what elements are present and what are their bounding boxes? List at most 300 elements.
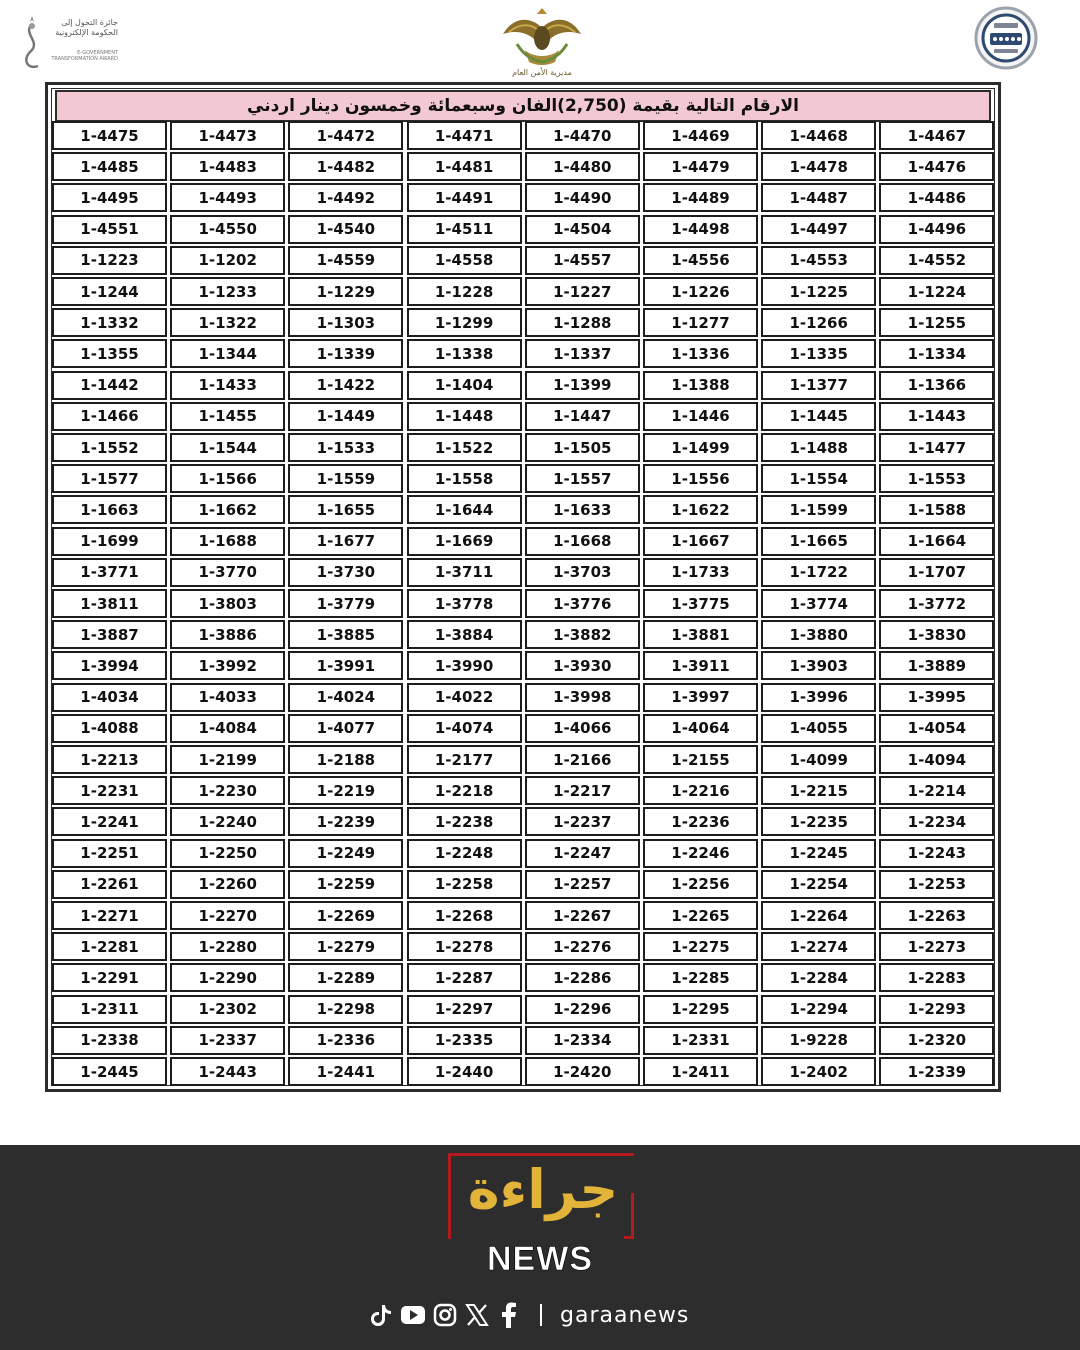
- plate-number-cell: 1-2263: [879, 901, 994, 930]
- plate-number-cell: 1-4496: [879, 215, 994, 244]
- plate-number-cell: 1-2441: [288, 1057, 403, 1086]
- plate-number-cell: 1-2440: [407, 1057, 522, 1086]
- plate-number-cell: 1-3887: [52, 620, 167, 649]
- plate-number-cell: 1-1404: [407, 371, 522, 400]
- plate-number-cell: 1-1448: [407, 402, 522, 431]
- plate-number-cell: 1-4495: [52, 183, 167, 212]
- plate-number-cell: 1-1558: [407, 464, 522, 493]
- plate-number-cell: 1-4077: [288, 714, 403, 743]
- plate-number-cell: 1-1202: [170, 246, 285, 275]
- plate-number-cell: 1-4491: [407, 183, 522, 212]
- plate-number-cell: 1-2177: [407, 745, 522, 774]
- plate-number-cell: 1-4099: [761, 745, 876, 774]
- plate-number-cell: 1-3903: [761, 651, 876, 680]
- plate-number-cell: 1-2269: [288, 901, 403, 930]
- plate-number-cell: 1-2219: [288, 776, 403, 805]
- plate-number-cell: 1-2239: [288, 807, 403, 836]
- plate-number-cell: 1-3998: [525, 683, 640, 712]
- plate-number-cell: 1-2237: [525, 807, 640, 836]
- plate-number-cell: 1-2265: [643, 901, 758, 930]
- plate-number-cell: 1-3889: [879, 651, 994, 680]
- plate-number-cell: 1-1665: [761, 527, 876, 556]
- plate-number-cell: 1-2335: [407, 1026, 522, 1055]
- plate-number-cell: 1-3991: [288, 651, 403, 680]
- plate-number-cell: 1-2291: [52, 963, 167, 992]
- plate-number-cell: 1-1388: [643, 371, 758, 400]
- plate-number-cell: 1-2260: [170, 870, 285, 899]
- plate-number-cell: 1-2337: [170, 1026, 285, 1055]
- plate-number-cell: 1-3994: [52, 651, 167, 680]
- plate-number-cell: 1-4472: [288, 121, 403, 150]
- plate-number-cell: 1-4088: [52, 714, 167, 743]
- plate-number-cell: 1-1554: [761, 464, 876, 493]
- plate-number-cell: 1-1662: [170, 495, 285, 524]
- plate-number-cell: 1-1377: [761, 371, 876, 400]
- plate-number-cell: 1-1553: [879, 464, 994, 493]
- plate-number-cell: 1-2230: [170, 776, 285, 805]
- plate-number-cell: 1-2247: [525, 839, 640, 868]
- plate-number-cell: 1-4552: [879, 246, 994, 275]
- plate-number-cell: 1-1229: [288, 277, 403, 306]
- table-row: [50, 776, 994, 807]
- plate-number-cell: 1-4471: [407, 121, 522, 150]
- table-row: [50, 995, 994, 1026]
- table-row: [50, 839, 994, 870]
- plate-number-cell: 1-4479: [643, 152, 758, 181]
- plate-number-cell: 1-4498: [643, 215, 758, 244]
- plate-number-cell: 1-2188: [288, 745, 403, 774]
- plate-number-cell: 1-2339: [879, 1057, 994, 1086]
- plate-number-cell: 1-1552: [52, 433, 167, 462]
- table-row: [50, 558, 994, 589]
- table-row: [50, 589, 994, 620]
- plate-number-cell: 1-4470: [525, 121, 640, 150]
- plate-number-cell: 1-1663: [52, 495, 167, 524]
- plate-number-cell: 1-1667: [643, 527, 758, 556]
- plate-number-cell: 1-3885: [288, 620, 403, 649]
- plate-number-cell: 1-3886: [170, 620, 285, 649]
- plate-number-cell: 1-3770: [170, 558, 285, 587]
- plate-number-cell: 1-2236: [643, 807, 758, 836]
- plate-number-cell: 1-2253: [879, 870, 994, 899]
- plate-number-cell: 1-2284: [761, 963, 876, 992]
- plate-number-cell: 1-2275: [643, 932, 758, 961]
- plate-number-cell: 1-4556: [643, 246, 758, 275]
- e-government-award-logo: [20, 6, 120, 72]
- plate-number-cell: 1-2254: [761, 870, 876, 899]
- plate-number-cell: 1-1322: [170, 308, 285, 337]
- plate-number-cell: 1-2297: [407, 995, 522, 1024]
- plate-number-cell: 1-3997: [643, 683, 758, 712]
- plate-number-cell: 1-1228: [407, 277, 522, 306]
- plate-number-cell: 1-2293: [879, 995, 994, 1024]
- plate-number-cell: 1-1488: [761, 433, 876, 462]
- plate-number-cell: 1-4024: [288, 683, 403, 712]
- plate-number-cell: 1-2240: [170, 807, 285, 836]
- plate-number-cell: 1-3771: [52, 558, 167, 587]
- plate-number-cell: 1-4094: [879, 745, 994, 774]
- table-row: [50, 651, 994, 682]
- plate-number-cell: 1-1442: [52, 371, 167, 400]
- plate-number-cell: 1-2402: [761, 1057, 876, 1086]
- plate-number-cell: 1-1466: [52, 402, 167, 431]
- plate-number-cell: 1-4492: [288, 183, 403, 212]
- plate-number-cell: 1-1266: [761, 308, 876, 337]
- plate-number-cell: 1-1668: [525, 527, 640, 556]
- plate-number-cell: 1-2320: [879, 1026, 994, 1055]
- table-row: [50, 339, 994, 370]
- plate-number-cell: 1-1355: [52, 339, 167, 368]
- plate-number-cell: 1-4476: [879, 152, 994, 181]
- plate-number-cell: 1-1227: [525, 277, 640, 306]
- plate-number-cell: 1-2295: [643, 995, 758, 1024]
- plate-number-cell: 1-3881: [643, 620, 758, 649]
- plate-number-cell: 1-2231: [52, 776, 167, 805]
- plate-number-cell: 1-2241: [52, 807, 167, 836]
- facebook-icon[interactable]: [496, 1302, 522, 1328]
- plate-number-cell: 1-1644: [407, 495, 522, 524]
- table-row: [50, 683, 994, 714]
- table-row: [50, 402, 994, 433]
- plate-number-cell: 1-9228: [761, 1026, 876, 1055]
- plate-number-cell: 1-1733: [643, 558, 758, 587]
- plate-number-cell: 1-1303: [288, 308, 403, 337]
- plate-number-cell: 1-2258: [407, 870, 522, 899]
- plate-number-cell: 1-3775: [643, 589, 758, 618]
- table-row: [50, 371, 994, 402]
- plate-number-cell: 1-3995: [879, 683, 994, 712]
- table-row: [50, 152, 994, 183]
- plate-number-cell: 1-2336: [288, 1026, 403, 1055]
- plate-number-cell: 1-4559: [288, 246, 403, 275]
- plate-number-cell: 1-3778: [407, 589, 522, 618]
- brand-arabic-name: جراءة: [467, 1158, 619, 1221]
- plate-number-cell: 1-3776: [525, 589, 640, 618]
- plate-number-cell: 1-1443: [879, 402, 994, 431]
- plate-number-cell: 1-4475: [52, 121, 167, 150]
- plate-number-cell: 1-2420: [525, 1057, 640, 1086]
- plate-number-cell: 1-1224: [879, 277, 994, 306]
- plate-number-cell: 1-1335: [761, 339, 876, 368]
- plate-number-cell: 1-2199: [170, 745, 285, 774]
- plate-number-cell: 1-1544: [170, 433, 285, 462]
- plate-number-cell: 1-1577: [52, 464, 167, 493]
- plate-number-cell: 1-2155: [643, 745, 758, 774]
- plate-number-cell: 1-1225: [761, 277, 876, 306]
- plate-number-cell: 1-2331: [643, 1026, 758, 1055]
- table-row: [50, 527, 994, 558]
- table-title-bar: [55, 90, 991, 122]
- plate-number-cell: 1-1499: [643, 433, 758, 462]
- table-row: [50, 464, 994, 495]
- table-title: الارقام التالية بقيمة (2,750)الفان وسبعمائة وخمسون دينار اردني: [247, 96, 799, 116]
- plate-number-cell: 1-4487: [761, 183, 876, 212]
- plate-number-cell: 1-1699: [52, 527, 167, 556]
- plate-number-cell: 1-4493: [170, 183, 285, 212]
- plate-number-cell: 1-4553: [761, 246, 876, 275]
- plate-number-cell: 1-1533: [288, 433, 403, 462]
- plate-number-cell: 1-3830: [879, 620, 994, 649]
- plate-number-cell: 1-1722: [761, 558, 876, 587]
- plate-number-cell: 1-2298: [288, 995, 403, 1024]
- plate-number-cell: 1-4551: [52, 215, 167, 244]
- plate-number-cell: 1-1334: [879, 339, 994, 368]
- plate-number-cell: 1-1664: [879, 527, 994, 556]
- plate-number-cell: 1-4540: [288, 215, 403, 244]
- table-row: [50, 1026, 994, 1057]
- plate-number-cell: 1-3992: [170, 651, 285, 680]
- plate-number-cell: 1-4511: [407, 215, 522, 244]
- instagram-icon[interactable]: [432, 1302, 458, 1328]
- plate-number-cell: 1-3803: [170, 589, 285, 618]
- plate-number-cell: 1-4473: [170, 121, 285, 150]
- plate-number-cell: 1-2235: [761, 807, 876, 836]
- plate-number-cell: 1-1633: [525, 495, 640, 524]
- public-security-emblem: [495, 4, 589, 80]
- plate-number-cell: 1-1433: [170, 371, 285, 400]
- table-row: [50, 963, 994, 994]
- table-row: [50, 121, 994, 152]
- award-logo-subtext: E-GOVERNMENT TRANSFORMATION AWARD: [51, 50, 118, 62]
- garaa-news-logo: [448, 1153, 634, 1251]
- ribbon-icon: [20, 14, 44, 72]
- plate-number-cell: 1-3882: [525, 620, 640, 649]
- plate-number-cell: 1-1477: [879, 433, 994, 462]
- plate-number-cell: 1-3811: [52, 589, 167, 618]
- plate-number-cell: 1-4478: [761, 152, 876, 181]
- plate-number-cell: 1-4084: [170, 714, 285, 743]
- plate-number-cell: 1-3779: [288, 589, 403, 618]
- plate-number-cell: 1-4483: [170, 152, 285, 181]
- plate-number-cell: 1-2261: [52, 870, 167, 899]
- plate-number-cell: 1-4468: [761, 121, 876, 150]
- plate-number-cell: 1-2302: [170, 995, 285, 1024]
- social-links: [368, 1300, 689, 1330]
- plate-number-cell: 1-2294: [761, 995, 876, 1024]
- plate-number-cell: 1-2215: [761, 776, 876, 805]
- plate-number-cell: 1-1566: [170, 464, 285, 493]
- plate-number-cell: 1-3711: [407, 558, 522, 587]
- plate-number-cell: 1-2248: [407, 839, 522, 868]
- x-icon[interactable]: [464, 1302, 490, 1328]
- plate-number-cell: 1-1655: [288, 495, 403, 524]
- plate-number-cell: 1-4469: [643, 121, 758, 150]
- plate-number-cell: 1-2268: [407, 901, 522, 930]
- plate-number-cell: 1-4558: [407, 246, 522, 275]
- plate-number-cell: 1-1446: [643, 402, 758, 431]
- plate-number-cell: 1-3996: [761, 683, 876, 712]
- plate-number-cell: 1-2234: [879, 807, 994, 836]
- plate-number-cell: 1-1588: [879, 495, 994, 524]
- brand-english-name: NEWS: [487, 1240, 593, 1278]
- plate-number-cell: 1-2411: [643, 1057, 758, 1086]
- social-handle[interactable]: garaanews: [560, 1302, 690, 1328]
- table-row: [50, 183, 994, 214]
- plate-number-cell: 1-4480: [525, 152, 640, 181]
- plate-number-cell: 1-1455: [170, 402, 285, 431]
- plate-number-cell: 1-1559: [288, 464, 403, 493]
- social-divider: [540, 1304, 542, 1326]
- plate-number-cell: 1-1522: [407, 433, 522, 462]
- plate-number-cell: 1-2278: [407, 932, 522, 961]
- plate-number-cell: 1-3730: [288, 558, 403, 587]
- plate-number-cell: 1-2250: [170, 839, 285, 868]
- plate-number-cell: 1-2289: [288, 963, 403, 992]
- plate-number-cell: 1-1255: [879, 308, 994, 337]
- plate-number-cell: 1-1226: [643, 277, 758, 306]
- plate-number-cell: 1-4022: [407, 683, 522, 712]
- plate-number-cell: 1-2338: [52, 1026, 167, 1055]
- plate-number-cell: 1-1337: [525, 339, 640, 368]
- plate-number-cell: 1-2259: [288, 870, 403, 899]
- plate-number-cell: 1-4055: [761, 714, 876, 743]
- plate-number-cell: 1-2334: [525, 1026, 640, 1055]
- plate-number-cell: 1-4064: [643, 714, 758, 743]
- table-row: [50, 308, 994, 339]
- plate-number-cell: 1-1669: [407, 527, 522, 556]
- plate-number-cell: 1-4074: [407, 714, 522, 743]
- plate-number-cell: 1-2274: [761, 932, 876, 961]
- table-row: [50, 277, 994, 308]
- plate-number-cell: 1-2276: [525, 932, 640, 961]
- table-row: [50, 932, 994, 963]
- plate-number-cell: 1-4033: [170, 683, 285, 712]
- plate-number-cell: 1-2286: [525, 963, 640, 992]
- plate-number-cell: 1-1445: [761, 402, 876, 431]
- plate-number-cell: 1-2273: [879, 932, 994, 961]
- plate-number-cell: 1-4486: [879, 183, 994, 212]
- eagle-emblem-icon: [495, 4, 589, 68]
- plate-number-cell: 1-3930: [525, 651, 640, 680]
- table-row: [50, 433, 994, 464]
- table-row: [50, 901, 994, 932]
- plate-number-cell: 1-3911: [643, 651, 758, 680]
- table-row: [50, 807, 994, 838]
- plate-number-cell: 1-2214: [879, 776, 994, 805]
- plate-number-cell: 1-1556: [643, 464, 758, 493]
- plate-number-cell: 1-1557: [525, 464, 640, 493]
- plate-number-cell: 1-2287: [407, 963, 522, 992]
- plate-number-cell: 1-1344: [170, 339, 285, 368]
- plate-number-cell: 1-2443: [170, 1057, 285, 1086]
- plate-number-cell: 1-1299: [407, 308, 522, 337]
- plate-number-cell: 1-1336: [643, 339, 758, 368]
- plate-number-cell: 1-2290: [170, 963, 285, 992]
- tiktok-icon[interactable]: [368, 1302, 394, 1328]
- plate-number-cell: 1-2279: [288, 932, 403, 961]
- plate-number-cell: 1-2285: [643, 963, 758, 992]
- plate-number-cell: 1-4066: [525, 714, 640, 743]
- plate-number-cell: 1-1233: [170, 277, 285, 306]
- award-logo-text: جائزة التحول إلى الحكومة الإلكترونية: [55, 18, 118, 37]
- plate-number-cell: 1-1332: [52, 308, 167, 337]
- plate-number-cell: 1-3774: [761, 589, 876, 618]
- plate-number-cell: 1-1449: [288, 402, 403, 431]
- plate-number-cell: 1-4034: [52, 683, 167, 712]
- plate-number-cell: 1-3772: [879, 589, 994, 618]
- plate-number-cell: 1-3990: [407, 651, 522, 680]
- plate-number-cell: 1-4467: [879, 121, 994, 150]
- plate-number-cell: 1-1688: [170, 527, 285, 556]
- plate-number-cell: 1-2267: [525, 901, 640, 930]
- table-row: [50, 215, 994, 246]
- table-row: [50, 870, 994, 901]
- plate-number-cell: 1-1707: [879, 558, 994, 587]
- emblem-caption: مديرية الأمن العام: [512, 68, 572, 77]
- plate-number-cell: 1-2256: [643, 870, 758, 899]
- plate-number-cell: 1-1244: [52, 277, 167, 306]
- plate-number-cell: 1-2238: [407, 807, 522, 836]
- plate-number-cell: 1-2245: [761, 839, 876, 868]
- plate-number-cell: 1-2280: [170, 932, 285, 961]
- plate-number-cell: 1-1505: [525, 433, 640, 462]
- plate-number-cell: 1-4490: [525, 183, 640, 212]
- plate-number-cell: 1-2217: [525, 776, 640, 805]
- youtube-icon[interactable]: [400, 1302, 426, 1328]
- plate-number-cell: 1-2249: [288, 839, 403, 868]
- plate-number-cell: 1-4485: [52, 152, 167, 181]
- plate-number-cell: 1-2281: [52, 932, 167, 961]
- table-row: [50, 745, 994, 776]
- plate-number-cell: 1-1223: [52, 246, 167, 275]
- plate-number-cell: 1-2296: [525, 995, 640, 1024]
- plate-number-cell: 1-2264: [761, 901, 876, 930]
- table-row: [50, 246, 994, 277]
- plate-number-cell: 1-1338: [407, 339, 522, 368]
- plate-number-cell: 1-2166: [525, 745, 640, 774]
- plate-number-cell: 1-2246: [643, 839, 758, 868]
- plate-number-cell: 1-1366: [879, 371, 994, 400]
- plate-number-cell: 1-4489: [643, 183, 758, 212]
- plate-number-cell: 1-4481: [407, 152, 522, 181]
- plate-number-cell: 1-1399: [525, 371, 640, 400]
- plate-number-cell: 1-3880: [761, 620, 876, 649]
- plate-number-cell: 1-4557: [525, 246, 640, 275]
- plate-number-cell: 1-2257: [525, 870, 640, 899]
- plate-number-cell: 1-4482: [288, 152, 403, 181]
- table-row: [50, 1057, 994, 1088]
- plate-number-cell: 1-2251: [52, 839, 167, 868]
- plate-number-cell: 1-3703: [525, 558, 640, 587]
- plate-number-cell: 1-2271: [52, 901, 167, 930]
- plate-number-cell: 1-1599: [761, 495, 876, 524]
- plate-number-cell: 1-2243: [879, 839, 994, 868]
- plate-number-cell: 1-4054: [879, 714, 994, 743]
- plate-number-cell: 1-4550: [170, 215, 285, 244]
- table-row: [50, 714, 994, 745]
- seal-icon: [964, 6, 1048, 70]
- plate-number-cell: 1-1288: [525, 308, 640, 337]
- plate-number-cell: 1-1422: [288, 371, 403, 400]
- plate-number-cell: 1-2270: [170, 901, 285, 930]
- plate-number-cell: 1-2311: [52, 995, 167, 1024]
- table-row: [50, 620, 994, 651]
- round-seal-logo: [964, 6, 1048, 70]
- table-row: [50, 495, 994, 526]
- plate-number-cell: 1-4504: [525, 215, 640, 244]
- plate-number-cell: 1-1622: [643, 495, 758, 524]
- plate-number-cell: 1-2218: [407, 776, 522, 805]
- plate-number-cell: 1-1677: [288, 527, 403, 556]
- plate-number-cell: 1-4497: [761, 215, 876, 244]
- plate-number-cell: 1-3884: [407, 620, 522, 649]
- plate-number-cell: 1-2216: [643, 776, 758, 805]
- plate-number-cell: 1-1277: [643, 308, 758, 337]
- plate-number-cell: 1-1447: [525, 402, 640, 431]
- plate-number-cell: 1-2283: [879, 963, 994, 992]
- plate-number-cell: 1-2445: [52, 1057, 167, 1086]
- plate-number-cell: 1-2213: [52, 745, 167, 774]
